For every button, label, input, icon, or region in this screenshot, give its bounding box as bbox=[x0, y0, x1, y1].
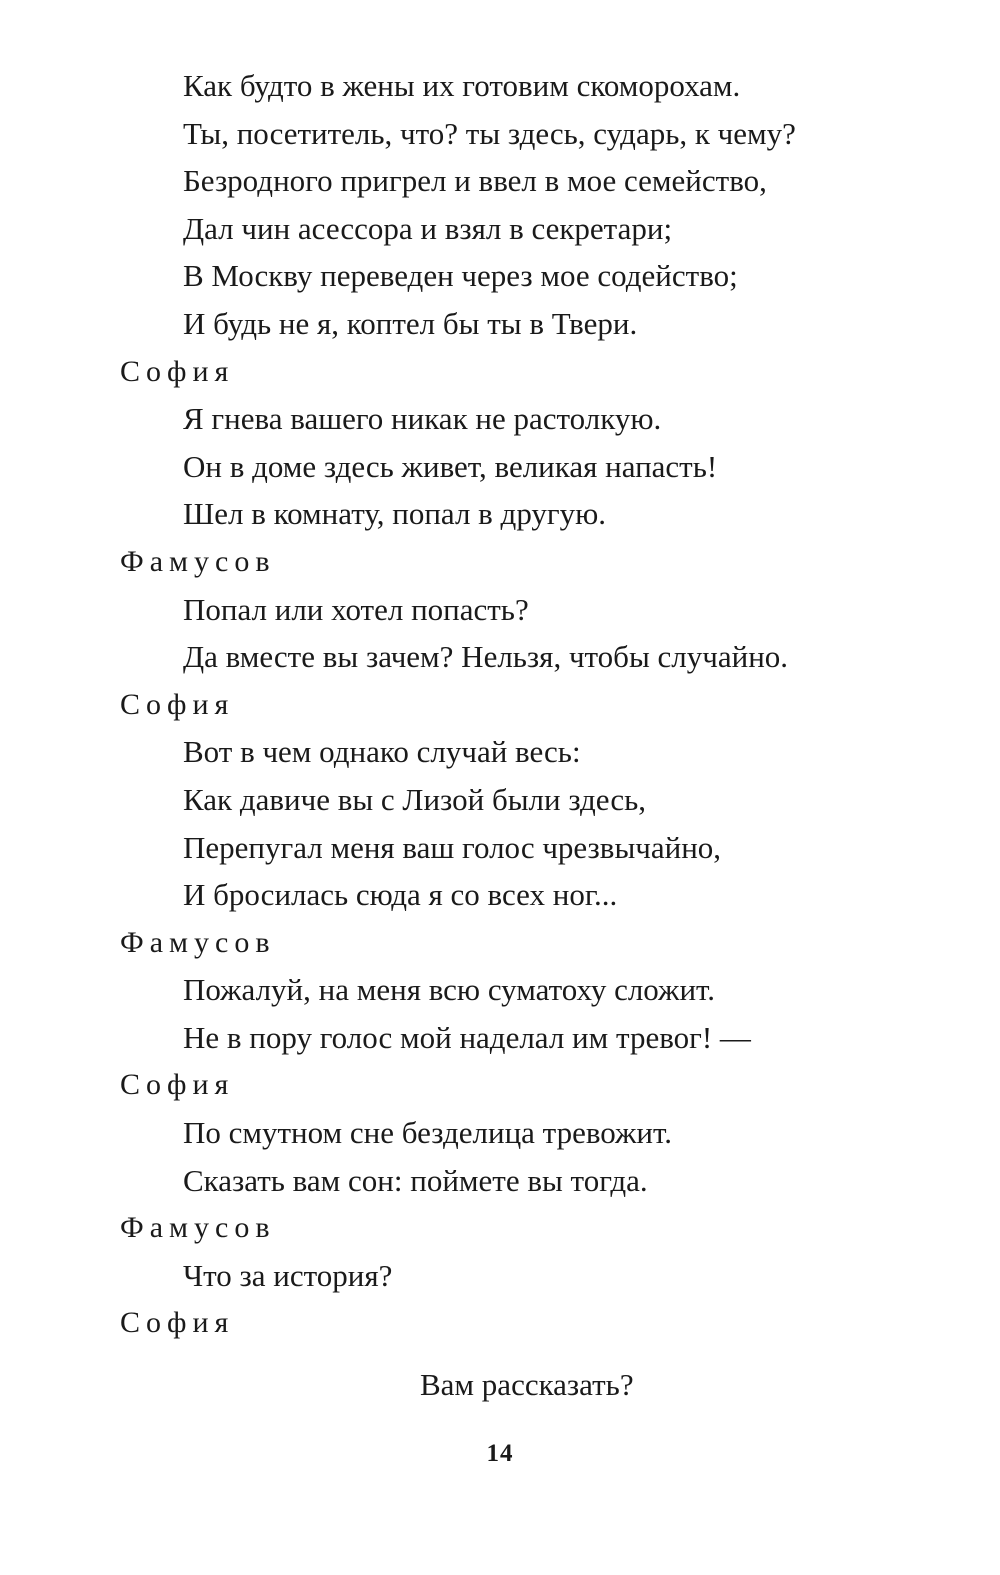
speaker-name: София bbox=[120, 354, 235, 388]
verse-line: И будь не я, коптел бы ты в Твери. bbox=[183, 305, 638, 341]
verse-line: Сказать вам сон: поймете вы тогда. bbox=[183, 1162, 648, 1198]
page-number: 14 bbox=[486, 1440, 514, 1467]
play-text bbox=[0, 62, 1000, 1409]
verse-line: Да вместе вы зачем? Нельзя, чтобы случайно. bbox=[183, 639, 789, 675]
verse-line: Не в пору голос мой наделал им тревог! — bbox=[183, 1019, 751, 1055]
verse-line: Шел в комнату, попал в другую. bbox=[183, 496, 607, 532]
speaker-name: Фамусов bbox=[120, 1211, 276, 1245]
verse-line: Ты, посетитель, что? ты здесь, сударь, к чему? bbox=[183, 115, 796, 151]
verse-line: Он в доме здесь живет, великая напасть! bbox=[183, 448, 718, 484]
speaker-name: Фамусов bbox=[120, 925, 276, 959]
verse-line: И бросилась сюда я со всех ног... bbox=[183, 877, 618, 913]
verse-line: Я гнева вашего никак не растолкую. bbox=[183, 401, 662, 437]
verse-line: Дал чин асессора и взял в секретари; bbox=[183, 210, 673, 246]
speaker-name: София bbox=[120, 1068, 235, 1102]
speaker-name: Фамусов bbox=[120, 544, 276, 578]
verse-line: В Москву переведен через мое содейство; bbox=[183, 258, 738, 294]
verse-line: Перепугал меня ваш голос чрезвычайно, bbox=[183, 829, 722, 865]
verse-line: Попал или хотел попасть? bbox=[183, 591, 529, 627]
speaker-name: София bbox=[120, 1306, 235, 1340]
verse-line: Вот в чем однако случай весь: bbox=[183, 734, 581, 770]
verse-line: Безродного пригрел и ввел в мое семейство, bbox=[183, 163, 767, 199]
verse-line: Как будто в жены их готовим скоморохам. bbox=[183, 68, 741, 103]
verse-line: Что за история? bbox=[183, 1257, 393, 1293]
verse-line: Пожалуй, на меня всю суматоху сложит. bbox=[183, 972, 715, 1008]
verse-line: Как давиче вы с Лизой были здесь, bbox=[183, 781, 646, 817]
speaker-name: София bbox=[120, 687, 235, 721]
verse-line-continued: Вам рассказать? bbox=[420, 1367, 634, 1403]
verse-line: По смутном сне безделица тревожит. bbox=[183, 1115, 672, 1151]
